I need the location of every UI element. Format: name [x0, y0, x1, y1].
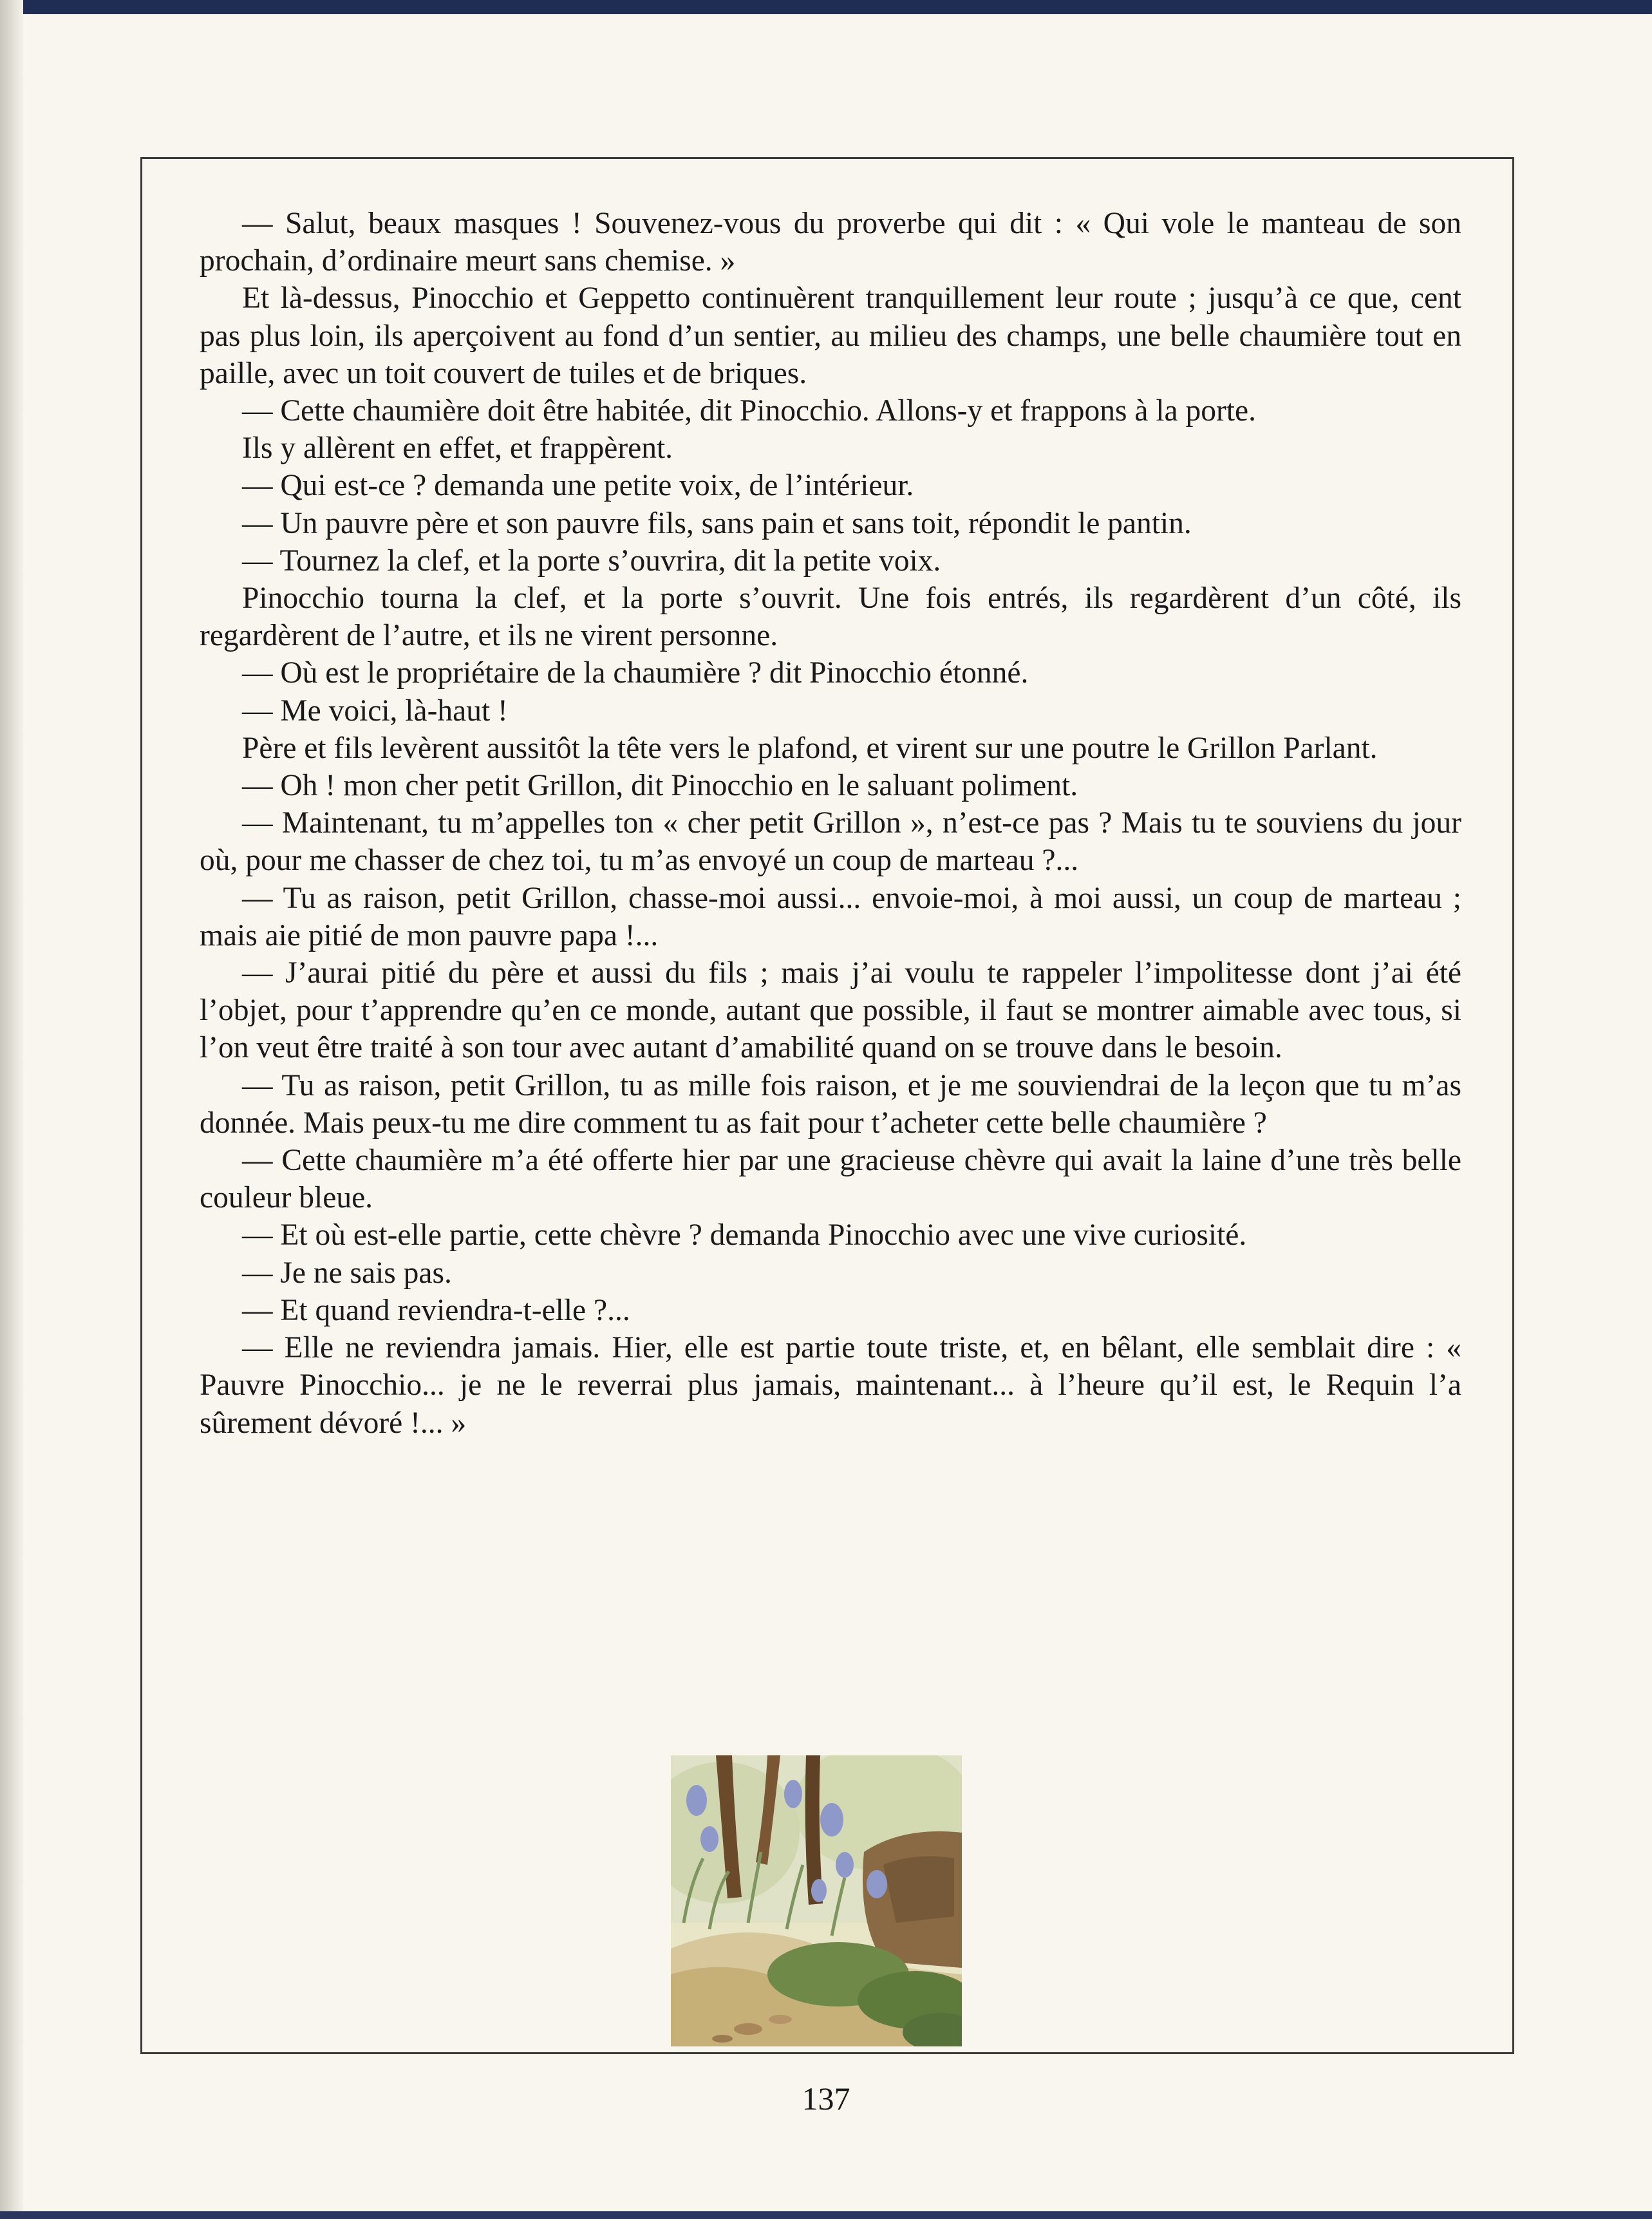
paragraph: Père et fils levèrent aussitôt la tête vers le plafond, et virent sur une poutre le Grillon Parlant.: [242, 731, 1378, 765]
paragraph: — Je ne sais pas.: [242, 1256, 452, 1290]
page-spine: [0, 0, 23, 2219]
cover-edge-top: [0, 0, 1652, 14]
paragraph: Pinocchio tourna la clef, et la porte s’ouvrit. Une fois entrés, ils regardèrent d’un côté, ils regardèrent de l’autre, et ils ne virent personne.: [200, 581, 1461, 653]
paragraph: — Oh ! mon cher petit Grillon, dit Pinocchio en le saluant poliment.: [242, 769, 1078, 803]
body-text: [200, 205, 1461, 1442]
paragraph: — Un pauvre père et son pauvre fils, sans pain et sans toit, répondit le pantin.: [242, 506, 1192, 540]
paragraph: — Me voici, là-haut !: [242, 694, 508, 728]
forest-illustration: [671, 1755, 962, 2046]
page-number: 137: [802, 2081, 850, 2117]
paragraph: — J’aurai pitié du père et aussi du fils ; mais j’ai voulu te rappeler l’impolitesse dont j’ai été l’objet, pour t’apprendre qu’en ce monde, autant que possible, il faut se montrer aimable avec tous, si l’on veut être traité à son tour avec autant d’amabilité quand on se trouve dans le besoin.: [200, 956, 1461, 1065]
paragraph: Et là-dessus, Pinocchio et Geppetto continuèrent tranquillement leur route ; jusqu’à ce que, cent pas plus loin, ils aperçoivent au fond d’un sentier, au milieu des champs, une belle chaumière tout en paille, avec un toit couvert de tuiles et de briques.: [200, 281, 1461, 390]
paragraph: — Et où est-elle partie, cette chèvre ? demanda Pinocchio avec une vive curiosité.: [242, 1218, 1247, 1252]
paragraph: — Salut, beaux masques ! Souvenez-vous du proverbe qui dit : « Qui vole le manteau de son prochain, d’ordinaire meurt sans chemise. »: [200, 207, 1461, 278]
paragraph: — Tournez la clef, et la porte s’ouvrira, dit la petite voix.: [242, 543, 941, 578]
paragraph: — Cette chaumière doit être habitée, dit Pinocchio. Allons-y et frappons à la porte.: [242, 394, 1256, 428]
paragraph: Ils y allèrent en effet, et frappèrent.: [242, 431, 673, 466]
paragraph: — Et quand reviendra-t-elle ?...: [242, 1293, 630, 1327]
paragraph: — Qui est-ce ? demanda une petite voix, de l’intérieur.: [242, 469, 914, 503]
paragraph: — Tu as raison, petit Grillon, chasse-moi aussi... envoie-moi, à moi aussi, un coup de marteau ; mais aie pitié de mon pauvre papa !...: [200, 881, 1461, 952]
paragraph: — Elle ne reviendra jamais. Hier, elle est partie toute triste, et, en bêlant, elle semblait dire : « Pauvre Pinocchio... je ne le reverrai plus jamais, maintenant... à l’heure qu’il est, le Requin l’a sûrement dévoré !... »: [200, 1331, 1461, 1440]
paragraph: — Cette chaumière m’a été offerte hier par une gracieuse chèvre qui avait la laine d’une très belle couleur bleue.: [200, 1144, 1461, 1215]
paragraph: — Où est le propriétaire de la chaumière ? dit Pinocchio étonné.: [242, 656, 1029, 690]
paragraph: — Maintenant, tu m’appelles ton « cher petit Grillon », n’est-ce pas ? Mais tu te souviens du jour où, pour me chasser de chez toi, tu m’as envoyé un coup de marteau ?...: [200, 806, 1461, 878]
paragraph: — Tu as raison, petit Grillon, tu as mille fois raison, et je me souviendrai de la leçon que tu m’as donnée. Mais peux-tu me dire comment tu as fait pour t’acheter cette belle chaumière ?: [200, 1068, 1461, 1140]
cover-edge-bottom: [0, 2211, 1652, 2219]
